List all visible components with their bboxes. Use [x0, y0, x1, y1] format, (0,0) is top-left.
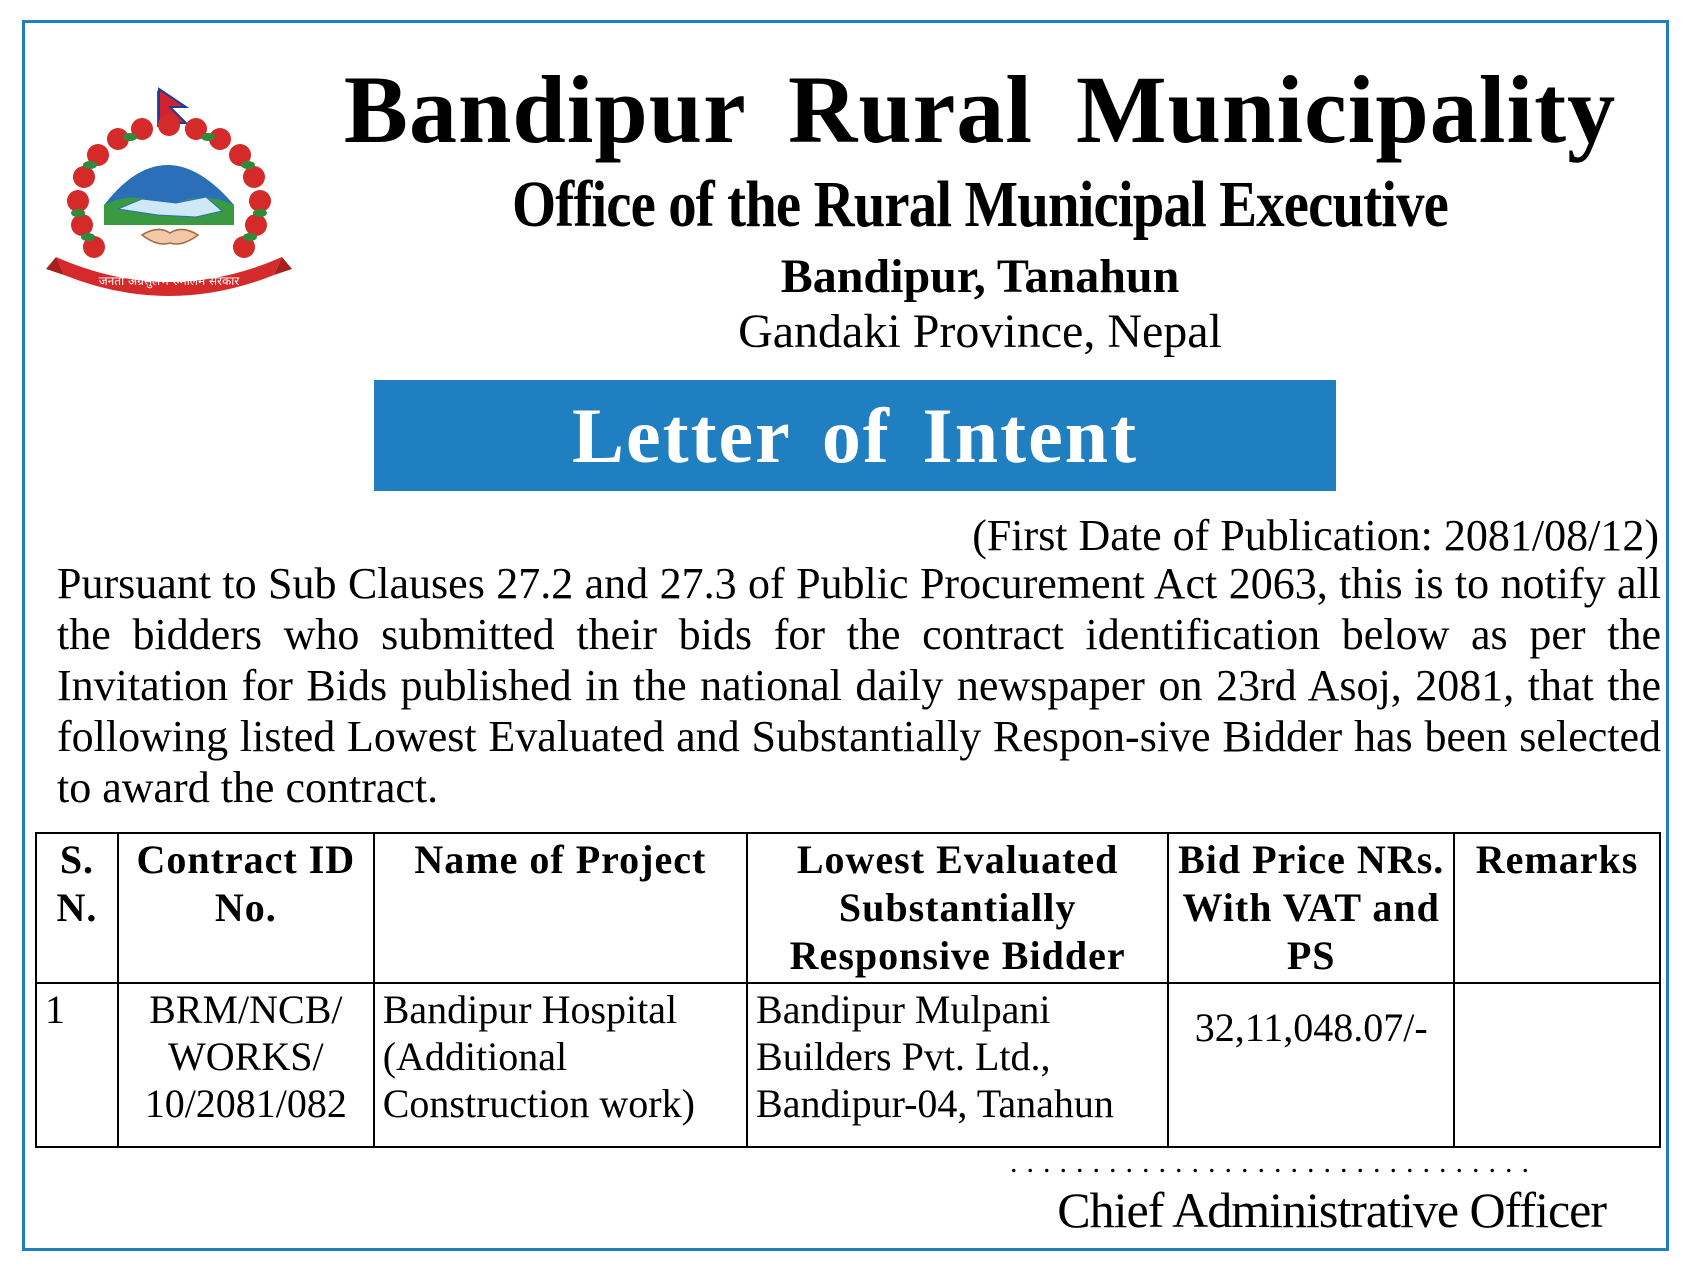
table-header-row	[36, 833, 1660, 983]
column-header-remarks: Remarks	[1454, 833, 1660, 983]
award-table	[35, 832, 1661, 1148]
cell-sn: 1	[36, 983, 118, 1147]
notice-body: Pursuant to Sub Clauses 27.2 and 27.3 of Public Procurement Act 2063, this is to notify all the bidders who submitted their bids for the contract identification below as per the Invitation for Bids published in the national daily newspaper on 23rd Asoj, 2081, that the following listed Lowest Evaluated and Substantially Respon-sive Bidder has been selected to award the contract.	[57, 559, 1661, 812]
province-country: Gandaki Province, Nepal	[738, 305, 1222, 358]
office-subtitle: Office of the Rural Municipal Executive	[512, 168, 1448, 241]
office-location: Bandipur, Tanahun	[780, 250, 1180, 303]
column-header-bidder: Lowest Evaluated Substantially Responsive Bidder	[747, 833, 1168, 983]
notice-title-banner: Letter of Intent	[374, 380, 1336, 491]
cell-bidder: Bandipur Mulpani Builders Pvt. Ltd., Bandipur-04, Tanahun	[747, 983, 1168, 1147]
column-header-contract-id: Contract ID No.	[118, 833, 374, 983]
table-row	[36, 983, 1660, 1147]
column-header-sn: S. N.	[36, 833, 118, 983]
publication-date: (First Date of Publication: 2081/08/12)	[972, 511, 1659, 560]
column-header-project: Name of Project	[374, 833, 747, 983]
cell-project: Bandipur Hospital (Additional Construction work)	[374, 983, 747, 1147]
nepal-emblem-logo	[46, 85, 292, 300]
handshake-icon	[142, 229, 198, 244]
municipality-title: Bandipur Rural Municipality	[343, 56, 1617, 163]
column-header-bid-price: Bid Price NRs. With VAT and PS	[1168, 833, 1454, 983]
cell-bid-price: 32,11,048.07/-	[1168, 983, 1454, 1147]
cell-remarks	[1454, 983, 1660, 1147]
emblem-motto: जनता अग्रसुलभ रुमालमै सरकार	[98, 274, 240, 288]
signatory-title: Chief Administrative Officer	[1057, 1182, 1606, 1238]
signature-line: ................................	[1010, 1146, 1538, 1179]
cell-contract-id: BRM/NCB/ WORKS/ 10/2081/082	[118, 983, 374, 1147]
